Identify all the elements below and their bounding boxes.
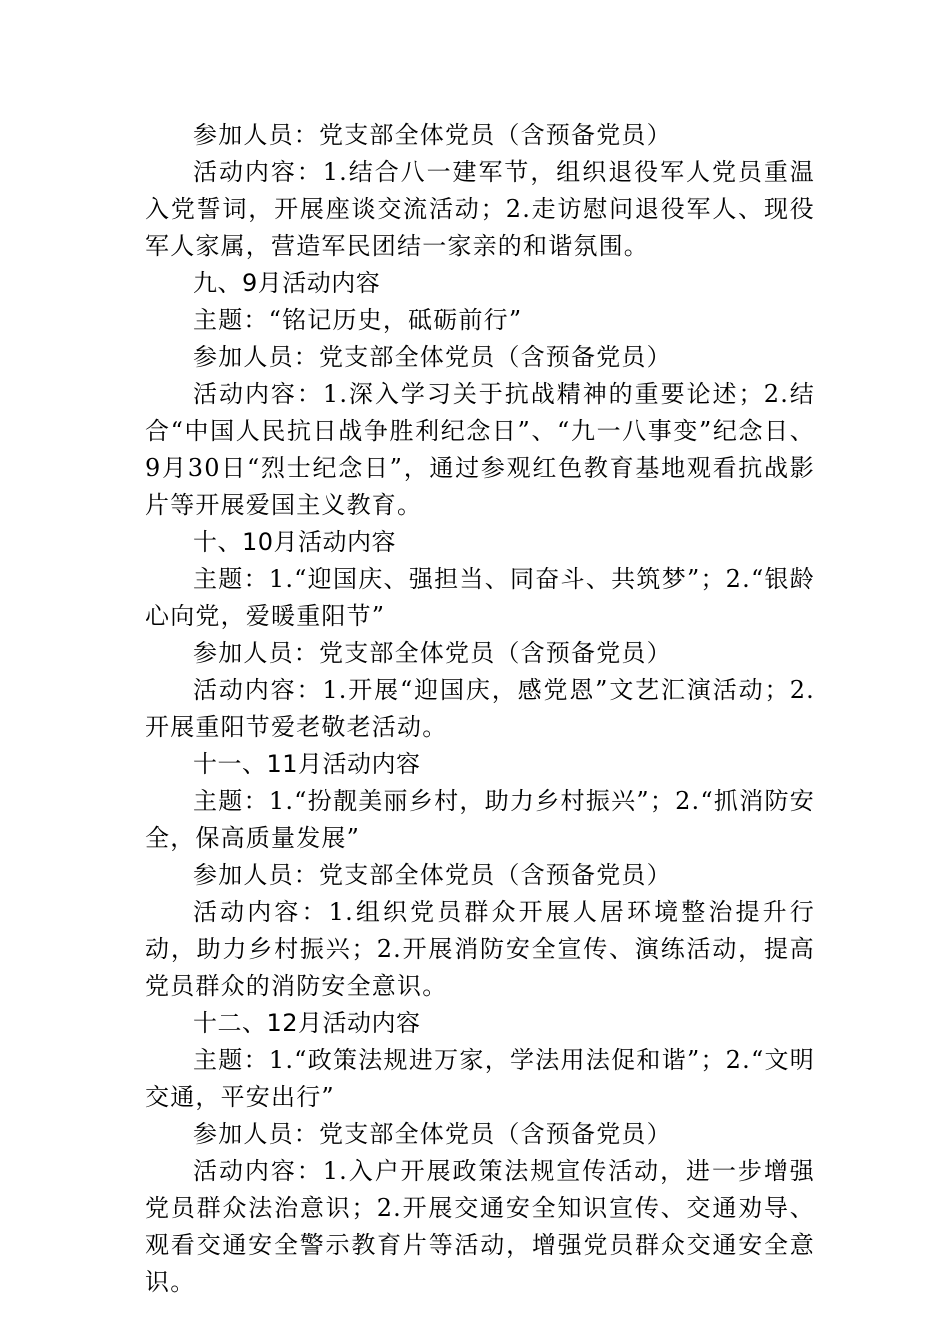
section-heading-sep: 九、9月活动内容	[193, 269, 381, 297]
paragraph-participants-dec: 参加人员：党支部全体党员（含预备党员）	[193, 1120, 672, 1148]
paragraph-participants-oct: 参加人员：党支部全体党员（含预备党员）	[193, 639, 672, 667]
section-heading-oct: 十、10月活动内容	[193, 528, 397, 556]
paragraph-participants-aug: 参加人员：党支部全体党员（含预备党员）	[193, 121, 672, 149]
paragraph-theme-dec: 主题：1.“政策法规进万家，学法用法促和谐”；2.“文明交通，平安出行”	[145, 1046, 815, 1111]
paragraph-activity-aug: 活动内容：1.结合八一建军节，组织退役军人党员重温入党誓词，开展座谈交流活动；2.走访慰问退役军人、现役军人家属，营造军民团结一家亲的和谐氛围。	[145, 158, 815, 260]
paragraph-participants-nov: 参加人员：党支部全体党员（含预备党员）	[193, 861, 672, 889]
paragraph-activity-sep: 活动内容：1.深入学习关于抗战精神的重要论述；2.结合“中国人民抗日战争胜利纪念日”、“九一八事变”纪念日、9月30日“烈士纪念日”，通过参观红色教育基地观看抗战影片等开展爱国主义教育。	[145, 380, 815, 519]
paragraph-participants-sep: 参加人员：党支部全体党员（含预备党员）	[193, 343, 672, 371]
paragraph-activity-oct: 活动内容：1.开展“迎国庆，感党恩”文艺汇演活动；2.开展重阳节爱老敬老活动。	[145, 676, 815, 741]
paragraph-theme-nov: 主题：1.“扮靓美丽乡村，助力乡村振兴”；2.“抓消防安全，保高质量发展”	[145, 787, 815, 852]
paragraph-theme-oct: 主题：1.“迎国庆、强担当、同奋斗、共筑梦”；2.“银龄心向党，爱暖重阳节”	[145, 565, 815, 630]
paragraph-theme-sep: 主题：“铭记历史，砥砺前行”	[193, 306, 523, 334]
paragraph-activity-dec: 活动内容：1.入户开展政策法规宣传活动，进一步增强党员群众法治意识；2.开展交通安全知识宣传、交通劝导、观看交通安全警示教育片等活动，增强党员群众交通安全意识。	[145, 1157, 815, 1296]
section-heading-dec: 十二、12月活动内容	[193, 1009, 421, 1037]
section-heading-nov: 十一、11月活动内容	[193, 750, 421, 778]
paragraph-activity-nov: 活动内容：1.组织党员群众开展人居环境整治提升行动，助力乡村振兴；2.开展消防安全宣传、演练活动，提高党员群众的消防安全意识。	[145, 898, 815, 1000]
document-page	[145, 117, 815, 1301]
